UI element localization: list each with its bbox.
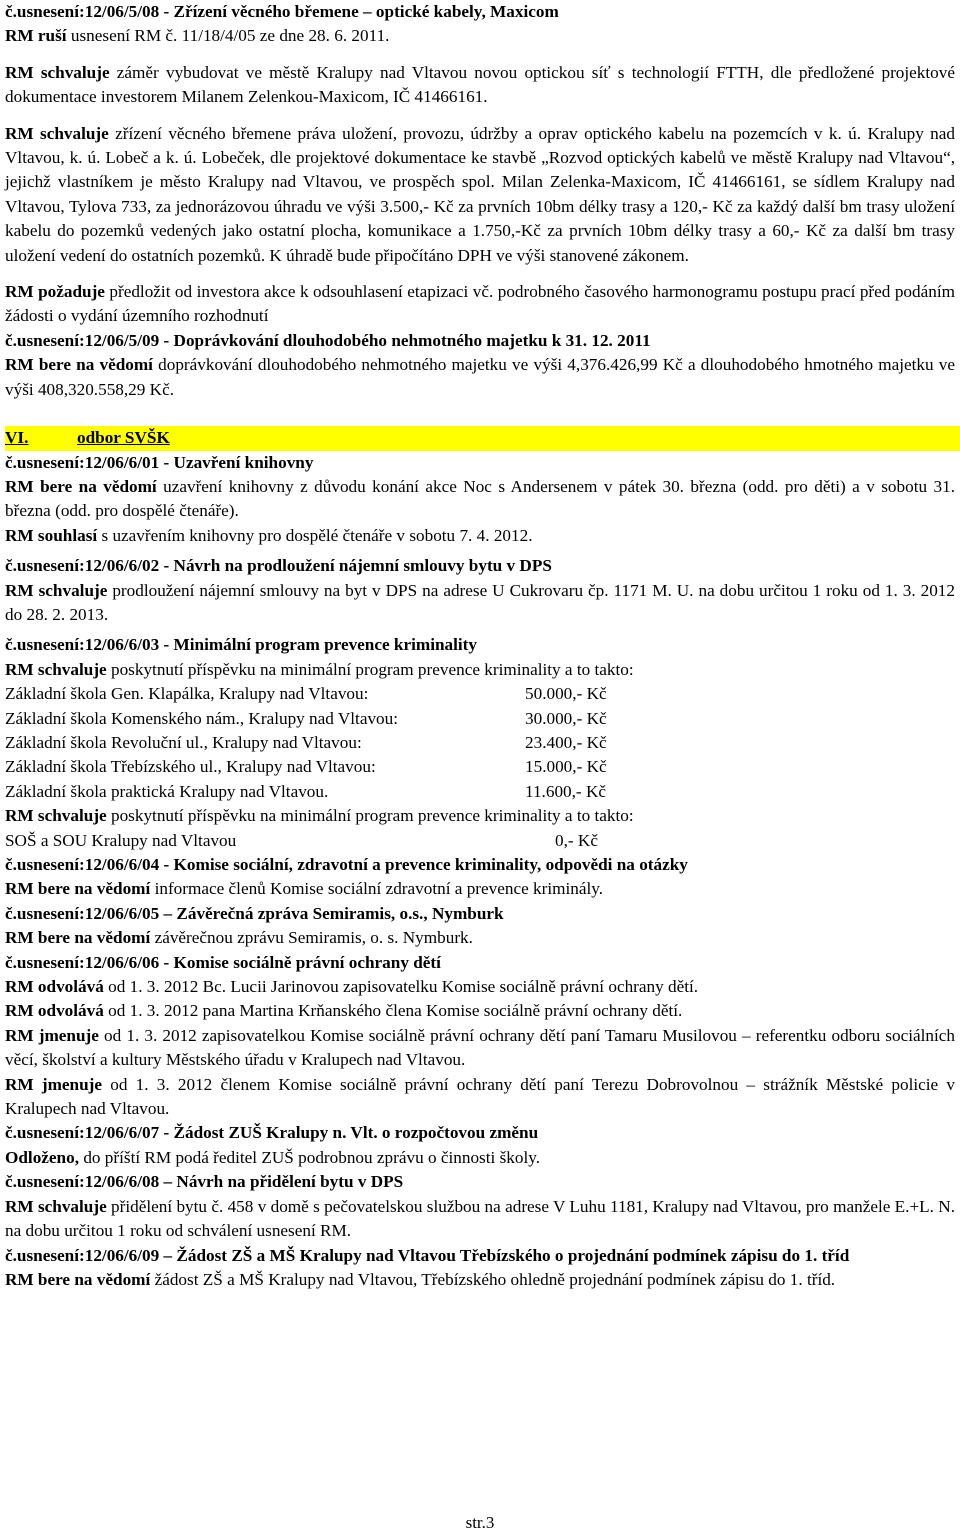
decision-verb: RM souhlasí	[5, 525, 98, 545]
decision-text: od 1. 3. 2012 členem Komise sociálně právní ochrany dětí paní Terezu Dobrovolnou – strážník Městské policie v Kralupech nad Vltavou.	[5, 1074, 955, 1119]
amount: 0,- Kč	[555, 830, 598, 850]
decision-verb: RM požaduje	[5, 282, 105, 302]
decision-text: doprávkování dlouhodobého nehmotného majetku ve výši 4,376.426,99 Kč a dlouhodobého hmotného majetku ve výši 408,320.558,29 Kč.	[5, 355, 956, 399]
decision-text: usnesení RM č. 11/18/4/05 ze dne 28. 6. 2011.	[66, 26, 390, 46]
resolution-paragraph	[5, 1073, 955, 1122]
school-name: Základní škola Třebízského ul., Kralupy nad Vltavou:	[5, 757, 376, 777]
decision-text: s uzavřením knihovny pro dospělé čtenáře v sobotu 7. 4. 2012.	[97, 525, 533, 545]
decision-verb: RM bere na vědomí	[5, 355, 153, 375]
decision-text: zřízení věcného břemene práva uložení, provozu, údržby a oprav optického kabelu na pozemcích v k. ú. Kralupy nad Vltavou, k. ú. Lobeč a k. ú. Lobeček, dle projektové dokumentace ke stavbě „Rozvod optických kabelů ve městě Kralupy nad Vltavou“, jejichž vlastníkem je město Kralupy nad Vltavou, ve prospěch spol. Milan Zelenka-Maxicom, IČ 41466161, se sídlem Kralupy nad Vltavou, Tylova 733, za jednorázovou úhradu ve výši 3.500,- Kč za prvních 10bm délky trasy a 120,- Kč za každý další bm trasy uložení kabelu do pozemků vedených jako ostatní plocha, komunikace a 1.750,-Kč za prvních 10bm délky trasy a 60,- Kč za další bm trasy uložení vedení do ostatních pozemků. K úhradě bude připočítáno DPH ve výši stanovené zákonem.	[5, 123, 955, 265]
decision-verb: RM schvaluje	[5, 1196, 107, 1216]
resolution-heading: č.usnesení:12/06/6/08 – Návrh na přidělení bytu v DPS	[5, 1172, 404, 1192]
decision-verb: RM schvaluje	[5, 62, 110, 82]
amount: 23.400,- Kč	[525, 732, 607, 752]
resolution-heading: č.usnesení:12/06/6/09 – Žádost ZŠ a MŠ Kralupy nad Vltavou Třebízského o projednání podmínek zápisu do 1. tříd	[5, 1245, 850, 1265]
decision-verb: RM odvolává	[5, 1001, 104, 1021]
list-item	[5, 755, 955, 779]
section-number: VI.	[5, 428, 29, 448]
school-name: Základní škola Komenského nám., Kralupy nad Vltavou:	[5, 708, 399, 728]
decision-text: od 1. 3. 2012 pana Martina Krňanského člena Komise sociálně právní ochrany dětí.	[103, 1001, 683, 1021]
resolution-paragraph	[5, 353, 955, 402]
decision-verb: RM schvaluje	[5, 123, 109, 143]
decision-verb: RM schvaluje	[5, 806, 107, 826]
decision-verb: RM schvaluje	[5, 659, 107, 679]
resolution-paragraph	[5, 975, 955, 999]
resolution-paragraph	[5, 1024, 955, 1073]
decision-text: poskytnutí příspěvku na minimální program prevence kriminality a to takto:	[106, 806, 634, 826]
decision-verb: RM odvolává	[5, 977, 104, 997]
decision-verb: RM ruší	[5, 26, 67, 46]
resolution-heading: č.usnesení:12/06/6/02 - Návrh na prodloužení nájemní smlouvy bytu v DPS	[5, 556, 552, 576]
resolution-heading: č.usnesení:12/06/6/07 - Žádost ZUŠ Kralupy n. Vlt. o rozpočtovou změnu	[5, 1123, 539, 1143]
resolution-paragraph	[5, 1268, 955, 1292]
decision-text: od 1. 3. 2012 zapisovatelkou Komise sociálně právní ochrany dětí paní Tamaru Musilovou – referentku odboru sociálních věcí, školství a kultury Městského úřadu v Kralupech nad Vltavou.	[5, 1025, 955, 1070]
resolution-paragraph	[5, 804, 955, 828]
list-item	[5, 780, 955, 804]
resolution-paragraph	[5, 122, 955, 268]
decision-text: závěrečnou zprávu Semiramis, o. s. Nymburk.	[150, 928, 473, 948]
decision-text: předložit od investora akce k odsouhlasení etapizaci vč. podrobného časového harmonogramu postupu prací před podáním žádosti o vydání územního rozhodnutí	[5, 282, 955, 326]
decision-text: poskytnutí příspěvku na minimální program prevence kriminality a to takto:	[106, 659, 634, 679]
school-name: Základní škola Revoluční ul., Kralupy nad Vltavou:	[5, 732, 362, 752]
resolution-heading: č.usnesení:12/06/5/09 - Doprávkování dlouhodobého nehmotného majetku k 31. 12. 2011	[5, 330, 651, 350]
resolution-paragraph	[5, 999, 955, 1023]
section-name: odbor SVŠK	[77, 428, 170, 448]
resolution-paragraph	[5, 475, 955, 524]
list-item	[5, 707, 955, 731]
amount: 30.000,- Kč	[525, 708, 607, 728]
decision-verb: Odloženo,	[5, 1147, 80, 1167]
page-number: str.3	[465, 1513, 495, 1532]
decision-verb: RM bere na vědomí	[5, 1269, 151, 1289]
list-item	[5, 682, 955, 706]
decision-text: od 1. 3. 2012 Bc. Lucii Jarinovou zapisovatelku Komise sociálně právní ochrany dětí.	[103, 977, 699, 997]
amount: 11.600,- Kč	[525, 781, 606, 801]
decision-text: informace členů Komise sociální zdravotní a prevence kriminály.	[150, 879, 604, 899]
school-name: Základní škola praktická Kralupy nad Vltavou.	[5, 781, 329, 801]
list-item	[5, 829, 955, 853]
document-body	[5, 0, 955, 1292]
resolution-heading: č.usnesení:12/06/6/03 - Minimální program prevence kriminality	[5, 635, 478, 655]
resolution-paragraph	[5, 280, 955, 329]
decision-verb: RM bere na vědomí	[5, 879, 151, 899]
resolution-paragraph	[5, 877, 955, 901]
resolution-paragraph	[5, 524, 955, 548]
decision-text: prodloužení nájemní smlouvy na byt v DPS na adrese U Cukrovaru čp. 1171 M. U. na dobu určitou 1 roku od 1. 3. 2012 do 28. 2. 2013.	[5, 580, 955, 624]
resolution-paragraph	[5, 1195, 955, 1244]
decision-verb: RM jmenuje	[5, 1074, 103, 1094]
resolution-heading: č.usnesení:12/06/6/04 - Komise sociální, zdravotní a prevence kriminality, odpovědi na otázky	[5, 855, 688, 874]
amount: 50.000,- Kč	[525, 684, 607, 704]
resolution-paragraph	[5, 579, 955, 628]
decision-text: do příští RM podá ředitel ZUŠ podrobnou zprávu o činnosti školy.	[79, 1147, 541, 1167]
resolution-heading: č.usnesení:12/06/6/01 - Uzavření knihovny	[5, 452, 314, 472]
resolution-paragraph	[5, 61, 955, 110]
resolution-paragraph	[5, 1146, 955, 1170]
decision-verb: RM bere na vědomí	[5, 928, 151, 948]
resolution-paragraph	[5, 658, 955, 682]
resolution-heading: č.usnesení:12/06/5/08 - Zřízení věcného břemene – optické kabely, Maxicom	[5, 2, 559, 21]
school-name: Základní škola Gen. Klapálka, Kralupy nad Vltavou:	[5, 684, 369, 704]
decision-verb: RM bere na vědomí	[5, 476, 157, 496]
decision-text: přidělení bytu č. 458 v domě s pečovatelskou službou na adrese V Luhu 1181, Kralupy nad Vltavou, pro manžele E.+L. N. na dobu určitou 1 roku od schválení usnesení RM.	[5, 1196, 955, 1241]
decision-verb: RM schvaluje	[5, 580, 108, 600]
resolution-heading: č.usnesení:12/06/6/06 - Komise sociálně právní ochrany dětí	[5, 952, 441, 972]
amount: 15.000,- Kč	[525, 757, 607, 777]
resolution-paragraph	[5, 926, 955, 950]
resolution-paragraph	[5, 24, 955, 48]
decision-text: žádost ZŠ a MŠ Kralupy nad Vltavou, Třebízského ohledně projednání podmínek zápisu do 1. tříd.	[150, 1269, 836, 1289]
resolution-heading: č.usnesení:12/06/6/05 – Závěrečná zpráva Semiramis, o.s., Nymburk	[5, 903, 504, 923]
decision-text: uzavření knihovny z důvodu konání akce Noc s Andersenem v pátek 30. března (odd. pro děti) a v sobotu 31. března (odd. pro dospělé čtenáře).	[5, 476, 956, 521]
decision-verb: RM jmenuje	[5, 1025, 99, 1045]
decision-text: záměr vybudovat ve městě Kralupy nad Vltavou novou optickou síť s technologií FTTH, dle předložené projektové dokumentace investorem Milanem Zelenkou-Maxicom, IČ 41466161.	[5, 62, 955, 107]
section-heading-band	[5, 426, 960, 450]
list-item	[5, 731, 955, 755]
school-name: SOŠ a SOU Kralupy nad Vltavou	[5, 830, 237, 850]
